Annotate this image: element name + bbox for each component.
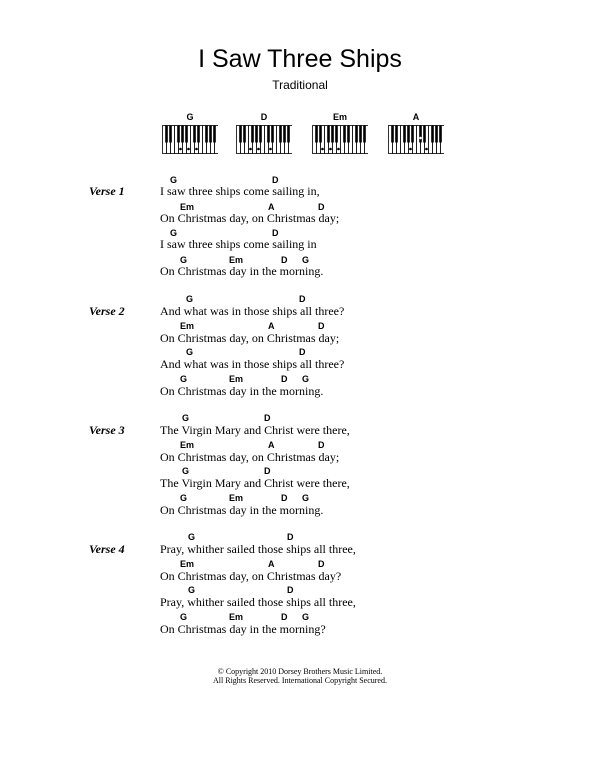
chord-symbol: D: [272, 228, 279, 238]
chord-symbol: D: [299, 347, 306, 357]
finger-dot: [249, 148, 252, 151]
black-key: [165, 126, 168, 143]
chord-symbol: G: [180, 255, 188, 265]
black-key: [359, 126, 362, 143]
chord-symbol: D: [318, 440, 325, 450]
black-key: [213, 126, 216, 143]
chord-symbol: Em: [180, 321, 195, 331]
lyric-line: And what was in those ships all three?: [160, 357, 345, 371]
chord-symbol: D: [287, 532, 294, 542]
chord-symbol: A: [268, 321, 275, 331]
keyboard-diagram-a: [388, 125, 444, 155]
chord-symbol: D: [281, 255, 288, 265]
chord-symbol: G: [302, 612, 310, 622]
chord-symbol: Em: [229, 493, 244, 503]
chord-symbol: D: [318, 559, 325, 569]
copyright-line-2: All Rights Reserved. International Copyright Secured.: [213, 676, 387, 685]
black-key: [331, 126, 334, 143]
black-key: [169, 126, 172, 143]
finger-dot: [187, 148, 190, 151]
lyric-line: On Christmas day, on Christmas day;: [160, 331, 340, 345]
finger-dot: [329, 148, 332, 151]
lyric-line: I saw three ships come sailing in: [160, 237, 317, 251]
chord-symbol: G: [302, 374, 310, 384]
lyric-line: On Christmas day in the morning.: [160, 384, 324, 398]
black-key: [271, 126, 274, 143]
black-key: [403, 126, 406, 143]
finger-dot: [419, 137, 422, 140]
black-key: [177, 126, 180, 143]
black-key: [419, 126, 422, 143]
chord-symbol: D: [264, 466, 271, 476]
black-key: [287, 126, 290, 143]
black-key: [423, 126, 426, 143]
chord-symbol: G: [302, 255, 310, 265]
verse-label: Verse 2: [89, 304, 125, 318]
chord-symbol: Em: [180, 440, 195, 450]
black-key: [347, 126, 350, 143]
chord-diagram-name: A: [412, 112, 420, 122]
lyric-line: On Christmas day in the morning?: [160, 622, 326, 636]
chord-symbol: A: [268, 440, 275, 450]
lyric-line: Pray, whither sailed those ships all three,: [160, 595, 356, 609]
chord-symbol: D: [281, 493, 288, 503]
black-key: [243, 126, 246, 143]
finger-dot: [179, 148, 182, 151]
song-composer: Traditional: [272, 78, 328, 92]
black-key: [255, 126, 258, 143]
black-key: [319, 126, 322, 143]
lyric-line: On Christmas day, on Christmas day;: [160, 450, 340, 464]
chord-symbol: A: [268, 559, 275, 569]
black-key: [193, 126, 196, 143]
lyric-line: On Christmas day in the morning.: [160, 264, 324, 278]
black-key: [259, 126, 262, 143]
chord-symbol: G: [188, 532, 196, 542]
keyboard-diagram-d: [236, 125, 292, 155]
black-key: [205, 126, 208, 143]
finger-dot: [321, 148, 324, 151]
chord-symbol: D: [318, 202, 325, 212]
black-key: [407, 126, 410, 143]
black-key: [209, 126, 212, 143]
black-key: [283, 126, 286, 143]
black-key: [251, 126, 254, 143]
chord-symbol: G: [182, 413, 190, 423]
black-key: [267, 126, 270, 143]
black-key: [315, 126, 318, 143]
keyboard-diagram-em: [312, 125, 368, 155]
verse-label: Verse 3: [89, 423, 125, 437]
chord-symbol: Em: [229, 612, 244, 622]
black-key: [239, 126, 242, 143]
copyright-line-1: © Copyright 2010 Dorsey Brothers Music Limited.: [217, 667, 383, 676]
lyric-line: And what was in those ships all three?: [160, 304, 345, 318]
finger-dot: [257, 148, 260, 151]
chord-symbol: D: [299, 294, 306, 304]
black-key: [435, 126, 438, 143]
chord-symbol: D: [281, 612, 288, 622]
finger-dot: [337, 148, 340, 151]
chord-symbol: A: [268, 202, 275, 212]
lyric-line: On Christmas day, on Christmas day;: [160, 211, 340, 225]
verse-label: Verse 1: [89, 184, 125, 198]
lyric-line: Pray, whither sailed those ships all three,: [160, 542, 356, 556]
chord-symbol: Em: [229, 255, 244, 265]
chord-symbol: G: [186, 347, 194, 357]
black-key: [343, 126, 346, 143]
black-key: [185, 126, 188, 143]
chord-symbol: G: [170, 228, 178, 238]
finger-dot: [269, 148, 272, 151]
chord-symbol: G: [186, 294, 194, 304]
lyric-line: The Virgin Mary and Christ were there,: [160, 476, 350, 490]
chord-symbol: Em: [229, 374, 244, 384]
keyboard-diagram-g: [162, 125, 218, 155]
verse-label: Verse 4: [89, 542, 125, 556]
finger-dot: [425, 148, 428, 151]
black-key: [335, 126, 338, 143]
chord-symbol: Em: [180, 559, 195, 569]
lyric-line: I saw three ships come sailing in,: [160, 184, 320, 198]
black-key: [181, 126, 184, 143]
black-key: [327, 126, 330, 143]
chord-symbol: G: [180, 493, 188, 503]
chord-symbol: D: [287, 585, 294, 595]
chord-symbol: G: [180, 612, 188, 622]
black-key: [279, 126, 282, 143]
black-key: [363, 126, 366, 143]
chord-symbol: D: [264, 413, 271, 423]
black-key: [411, 126, 414, 143]
black-key: [395, 126, 398, 143]
lyric-line: The Virgin Mary and Christ were there,: [160, 423, 350, 437]
chord-symbol: D: [318, 321, 325, 331]
finger-dot: [195, 148, 198, 151]
chord-symbol: D: [272, 175, 279, 185]
chord-diagram-name: G: [186, 112, 194, 122]
chord-symbol: G: [180, 374, 188, 384]
chord-diagram-name: Em: [332, 112, 347, 122]
chord-symbol: G: [170, 175, 178, 185]
black-key: [431, 126, 434, 143]
chord-symbol: G: [302, 493, 310, 503]
chord-symbol: G: [188, 585, 196, 595]
song-title: I Saw Three Ships: [198, 45, 402, 73]
chord-symbol: D: [281, 374, 288, 384]
lyric-line: On Christmas day in the morning.: [160, 503, 324, 517]
finger-dot: [409, 148, 412, 151]
lyric-line: On Christmas day, on Christmas day?: [160, 569, 342, 583]
black-key: [439, 126, 442, 143]
chord-diagram-name: D: [260, 112, 268, 122]
chord-symbol: G: [182, 466, 190, 476]
black-key: [355, 126, 358, 143]
black-key: [197, 126, 200, 143]
black-key: [391, 126, 394, 143]
chord-symbol: Em: [180, 202, 195, 212]
